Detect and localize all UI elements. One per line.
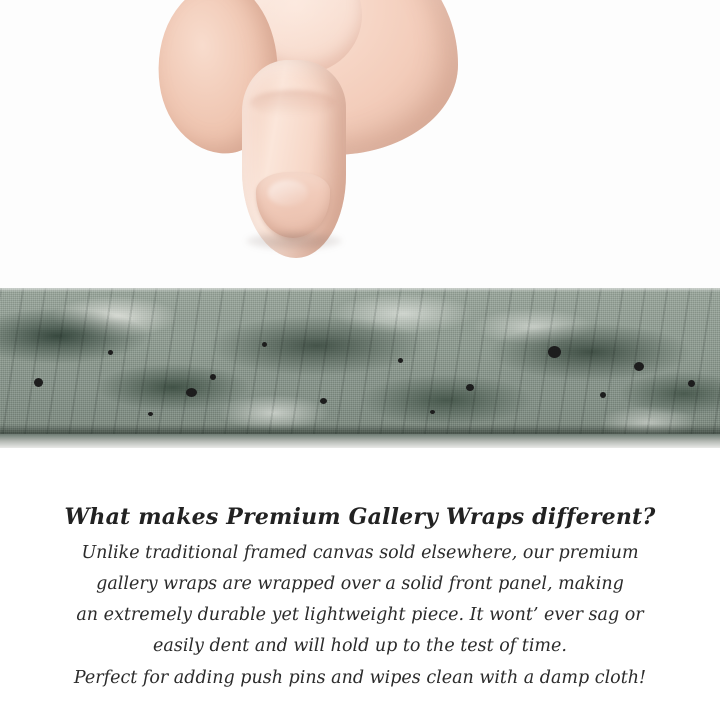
canvas-wrap-edge	[0, 288, 720, 448]
caption-block	[0, 470, 720, 696]
fingertip-contact-shadow	[246, 232, 342, 250]
canvas-bottom-shade	[0, 424, 720, 434]
caption-line: gallery wraps are wrapped over a solid front panel, making	[96, 574, 624, 595]
top-background	[0, 0, 720, 292]
caption-line: Unlike traditional framed canvas sold elsewhere, our premium	[81, 543, 639, 563]
caption-line: Perfect for adding push pins and wipes clean with a damp cloth!	[73, 667, 647, 688]
caption-line: an extremely durable yet lightweight piece. It wont’ ever sag or	[76, 605, 644, 626]
hand-illustration	[150, 0, 480, 292]
finger-crease	[250, 90, 336, 116]
canvas-drop-shadow	[0, 434, 720, 448]
caption-line: easily dent and will hold up to the test of time.	[153, 636, 567, 657]
canvas-top-highlight	[0, 288, 720, 292]
fingernail-highlight	[268, 180, 308, 206]
caption-body	[0, 540, 720, 692]
caption-heading: What makes Premium Gallery Wraps different?	[64, 504, 656, 530]
